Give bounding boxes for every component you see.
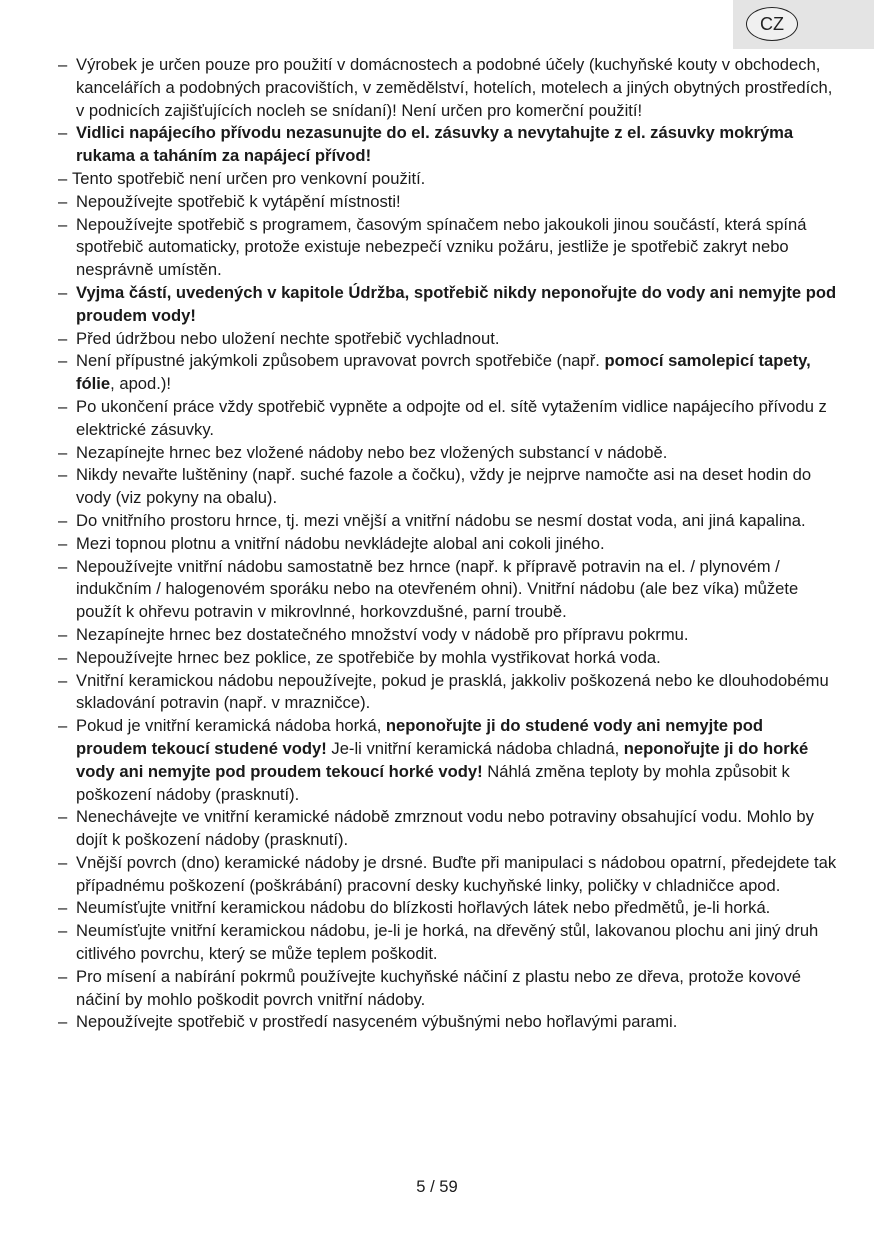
dash-bullet: – [58, 533, 68, 553]
text: Do vnitřního prostoru hrnce, tj. mezi vnější a vnitřní nádobu se nesmí dostat voda, ani jiná kapalina. [76, 510, 806, 530]
text: Nepoužívejte hrnec bez poklice, ze spotřebiče by mohla vystřikovat horká voda. [76, 647, 661, 667]
list-item [58, 396, 838, 442]
list-item [58, 624, 838, 647]
list-item [58, 670, 838, 716]
list-item [58, 328, 838, 351]
text: Nepoužívejte spotřebič s programem, časovým spínačem nebo jakoukoli jinou součástí, která spíná spotřebič automaticky, protože existuje nebezpečí vzniku požáru, jestliže je spotřebič zakryt nebo nesprávně umístěn. [76, 214, 807, 280]
text: Nezapínejte hrnec bez vložené nádoby nebo bez vložených substancí v nádobě. [76, 442, 668, 462]
text: Nepoužívejte vnitřní nádobu samostatně bez hrnce (např. k přípravě potravin na el. / plynovém / indukčním / halogenovém sporáku nebo na otevřeném ohni). Vnitřní nádobu (ale bez víka) můžete použít k ohřevu potravin v mikrovlnné, horkovzdušné, parní troubě. [76, 556, 799, 622]
language-badge: CZ [746, 7, 798, 41]
text: Není přípustné jakýmkoli způsobem upravovat povrch spotřebiče (např. [76, 351, 605, 371]
text: Vnější povrch (dno) keramické nádoby je drsné. Buďte při manipulaci s nádobou opatrní, předejdete tak případnému poškození (poškrábání) pracovní desky kuchyňské linky, poličky v chladničce apod. [76, 852, 837, 895]
dash-bullet: – [58, 647, 68, 667]
text: Neumísťujte vnitřní keramickou nádobu, je-li je horká, na dřevěný stůl, lakovanou plochu ani jiný druh citlivého povrchu, který se může teplem poškodit. [76, 921, 819, 964]
list-item [58, 806, 838, 852]
text: Nikdy nevařte luštěniny (např. suché fazole a čočku), vždy je nejprve namočte asi na deset hodin do vody (viz pokyny na obalu). [76, 465, 812, 508]
dash-bullet: – [58, 921, 68, 941]
list-item [58, 533, 838, 556]
dash-bullet: – [58, 191, 68, 211]
text: Je-li vnitřní keramická nádoba chladná, [326, 738, 624, 758]
list-item [58, 647, 838, 670]
text: Před údržbou nebo uložení nechte spotřebič vychladnout. [76, 328, 500, 348]
bold-text: pomocí samolepicí tapety, fólie [76, 351, 811, 394]
text: Výrobek je určen pouze pro použití v domácnostech a podobné účely (kuchyňské kouty v obchodech, kancelářích a podobných pracovištích, v zemědělství, hotelích, motelech a jiných obytných prostředích, v podnicích zajišťujících nocleh se snídaní)! Není určen pro komerční použití! [76, 55, 833, 120]
text: Nepoužívejte spotřebič k vytápění místnosti! [76, 191, 401, 211]
dash-bullet: – [58, 465, 68, 485]
text: Vnitřní keramickou nádobu nepoužívejte, pokud je prasklá, jakkoliv poškozená nebo ke dlouhodobému skladování potravin (např. v mrazničce). [76, 670, 829, 713]
text: Pokud je vnitřní keramická nádoba horká, [76, 716, 386, 736]
bold-text: neponořujte ji do studené vody ani nemyjte pod proudem tekoucí studené vody! [76, 716, 764, 758]
text: Po ukončení práce vždy spotřebič vypněte a odpojte od el. sítě vytažením vidlice napájecího přívodu z elektrické zásuvky. [76, 396, 827, 439]
safety-instructions-list [58, 54, 838, 1034]
dash-bullet: – [58, 55, 68, 74]
dash-bullet: – [58, 168, 68, 188]
text: Pro mísení a nabírání pokrmů používejte kuchyňské náčiní z plastu nebo ze dřeva, protože kovové náčiní by mohlo poškodit povrch vnitřní nádoby. [76, 966, 801, 1009]
bold-text: Vidlici napájecího přívodu nezasunujte do el. zásuvky a nevytahujte z el. zásuvky mokrýma rukama a taháním za napájecí přívod! [76, 123, 794, 166]
bold-text: Vyjma částí, uvedených v kapitole Údržba, spotřebič nikdy neponořujte do vody ani nemyjte pod proudem vody! [76, 282, 837, 325]
list-item [58, 715, 838, 806]
list-item [58, 282, 838, 328]
dash-bullet: – [58, 123, 68, 143]
dash-bullet: – [58, 510, 68, 530]
list-item [58, 1011, 838, 1034]
list-item [58, 897, 838, 920]
page-number: 5 / 59 [416, 1177, 458, 1196]
dash-bullet: – [58, 556, 68, 576]
dash-bullet: – [58, 898, 68, 918]
text: Nenechávejte ve vnitřní keramické nádobě zmrznout vodu nebo potraviny obsahující vodu. Mohlo by dojít k poškození nádoby (prasknutí). [76, 807, 814, 850]
dash-bullet: – [58, 966, 68, 986]
list-item [58, 191, 838, 214]
bold-text: neponořujte ji do horké vody ani nemyjte pod proudem tekoucí horké vody! [76, 738, 809, 781]
dash-bullet: – [58, 328, 68, 348]
text: , apod.)! [110, 374, 172, 394]
dash-bullet: – [58, 807, 68, 827]
dash-bullet: – [58, 852, 68, 872]
dash-bullet: – [58, 351, 68, 371]
text: Mezi topnou plotnu a vnitřní nádobu nevkládejte alobal ani cokoli jiného. [76, 533, 605, 553]
list-item [58, 966, 838, 1012]
text: Nezapínejte hrnec bez dostatečného množství vody v nádobě pro přípravu pokrmu. [76, 624, 689, 644]
dash-bullet: – [58, 670, 68, 690]
list-item [58, 510, 838, 533]
text: Tento spotřebič není určen pro venkovní použití. [72, 168, 426, 188]
list-item [58, 168, 838, 191]
text: Nepoužívejte spotřebič v prostředí nasyceném výbušnými nebo hořlavými parami. [76, 1012, 678, 1032]
dash-bullet: – [58, 282, 68, 302]
dash-bullet: – [58, 624, 68, 644]
dash-bullet: – [58, 1012, 68, 1032]
text: Náhlá změna teploty by mohla způsobit k poškození nádoby (prasknutí). [76, 761, 790, 804]
list-item [58, 556, 838, 624]
text: Neumísťujte vnitřní keramickou nádobu do blízkosti hořlavých látek nebo předmětů, je-li horká. [76, 898, 771, 918]
dash-bullet: – [58, 396, 68, 416]
list-item [58, 122, 838, 168]
list-item [58, 350, 838, 396]
list-item [58, 464, 838, 510]
list-item [58, 54, 838, 122]
list-item [58, 442, 838, 465]
dash-bullet: – [58, 716, 68, 736]
dash-bullet: – [58, 214, 68, 234]
list-item [58, 920, 838, 966]
dash-bullet: – [58, 442, 68, 462]
list-item [58, 852, 838, 898]
list-item [58, 214, 838, 282]
